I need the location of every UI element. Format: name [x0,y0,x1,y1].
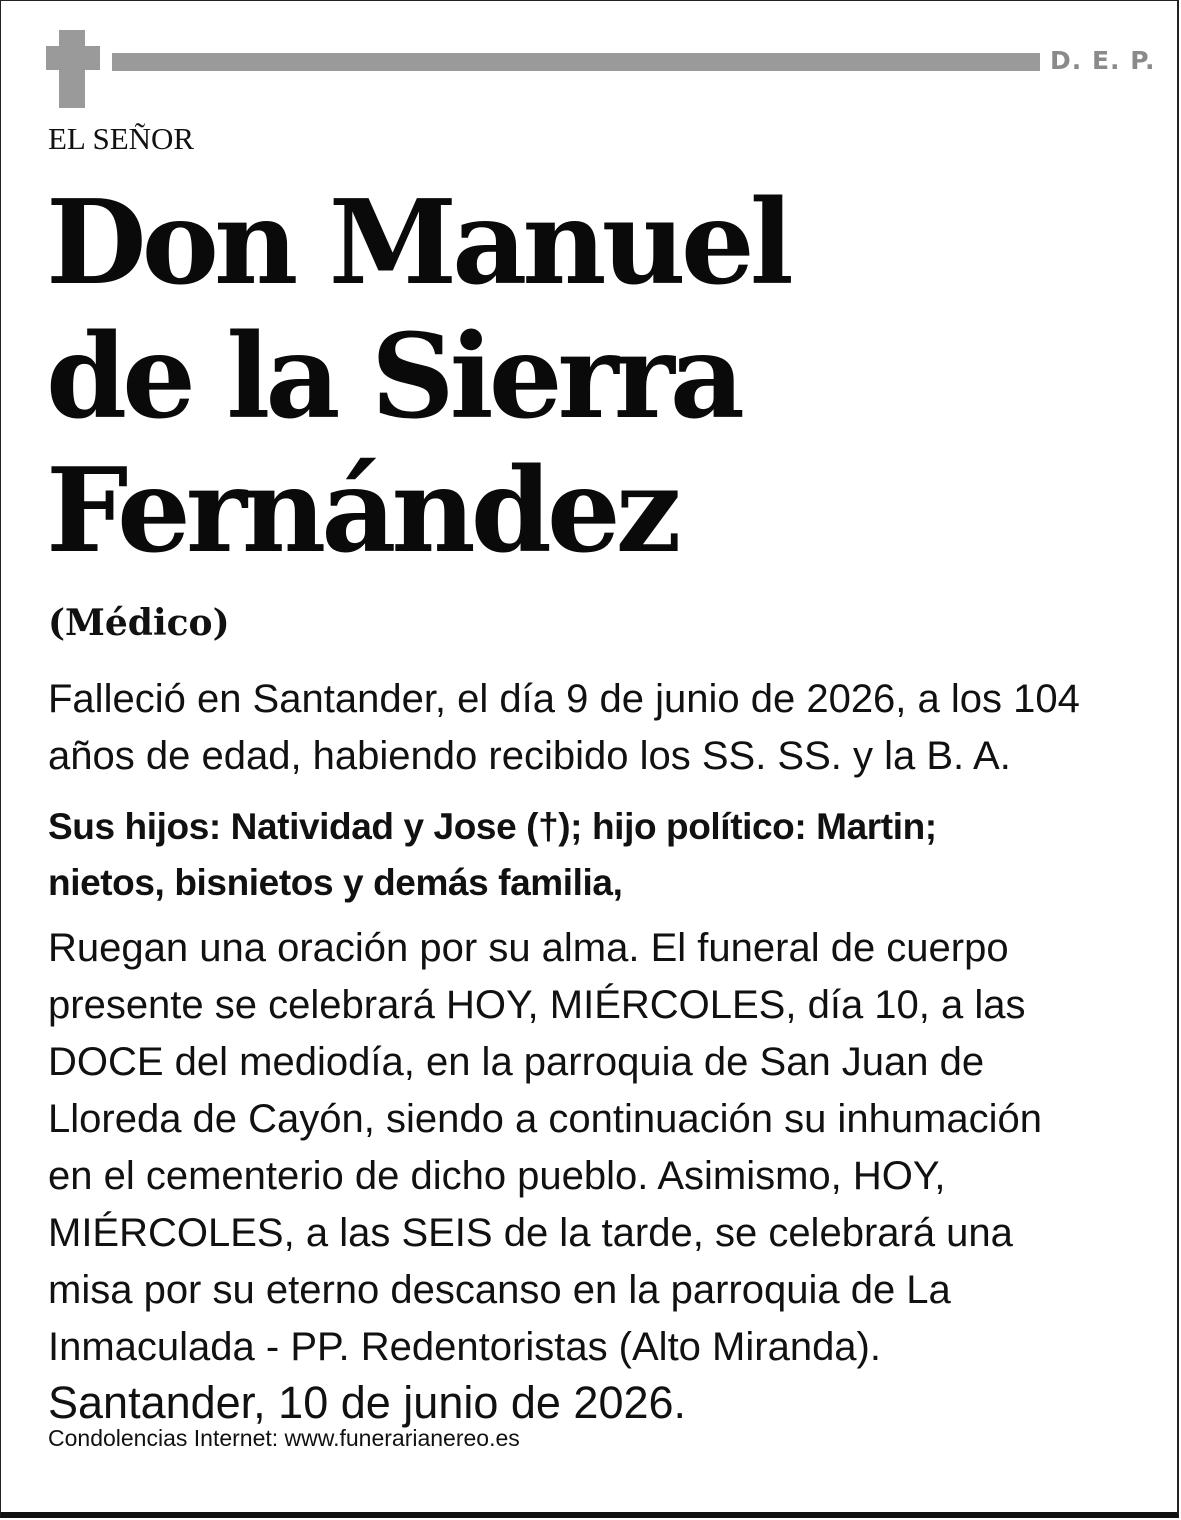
funeral-line: MIÉRCOLES, a las SEIS de la tarde, se celebrará una [48,1211,1013,1255]
funeral-line: Inmaculada - PP. Redentoristas (Alto Miranda). [48,1325,881,1369]
dep-label: D. E. P. [1050,46,1156,75]
funeral-line: Lloreda de Cayón, siendo a continuación su inhumación [48,1097,1043,1141]
funeral-details [48,920,1148,1376]
deceased-name [46,176,789,578]
honorific: EL SEÑOR [48,121,195,156]
condolences-link: Condolencias Internet: www.funerarianereo.es [48,1425,520,1451]
funeral-line: en el cementerio de dicho pueblo. Asimismo, HOY, [48,1154,946,1198]
name-line-1: Don Manuel [46,175,789,311]
name-line-2: de la Sierra [46,309,740,445]
death-notice-line: Falleció en Santander, el día 9 de junio de 2026, a los 104 [48,677,1080,721]
death-notice [48,671,1148,785]
cross-icon [46,30,100,108]
funeral-line: misa por su eterno descanso en la parroquia de La [48,1268,951,1312]
signoff: Santander, 10 de junio de 2026. [48,1377,687,1428]
family-list [48,799,1148,911]
funeral-line: DOCE del mediodía, en la parroquia de San Juan de [48,1040,985,1084]
funeral-line: presente se celebrará HOY, MIÉRCOLES, día 10, a las [48,983,1026,1027]
name-line-3: Fernández [46,443,677,579]
funeral-line: Ruegan una oración por su alma. El funeral de cuerpo [48,926,1009,970]
header-rule [112,53,1040,71]
profession: (Médico) [48,602,230,644]
death-notice-line: años de edad, habiendo recibido los SS. SS. y la B. A. [48,734,1011,778]
family-line: nietos, bisnietos y demás familia, [48,862,623,903]
family-line: Sus hijos: Natividad y Jose (†); hijo político: Martin; [48,806,937,847]
